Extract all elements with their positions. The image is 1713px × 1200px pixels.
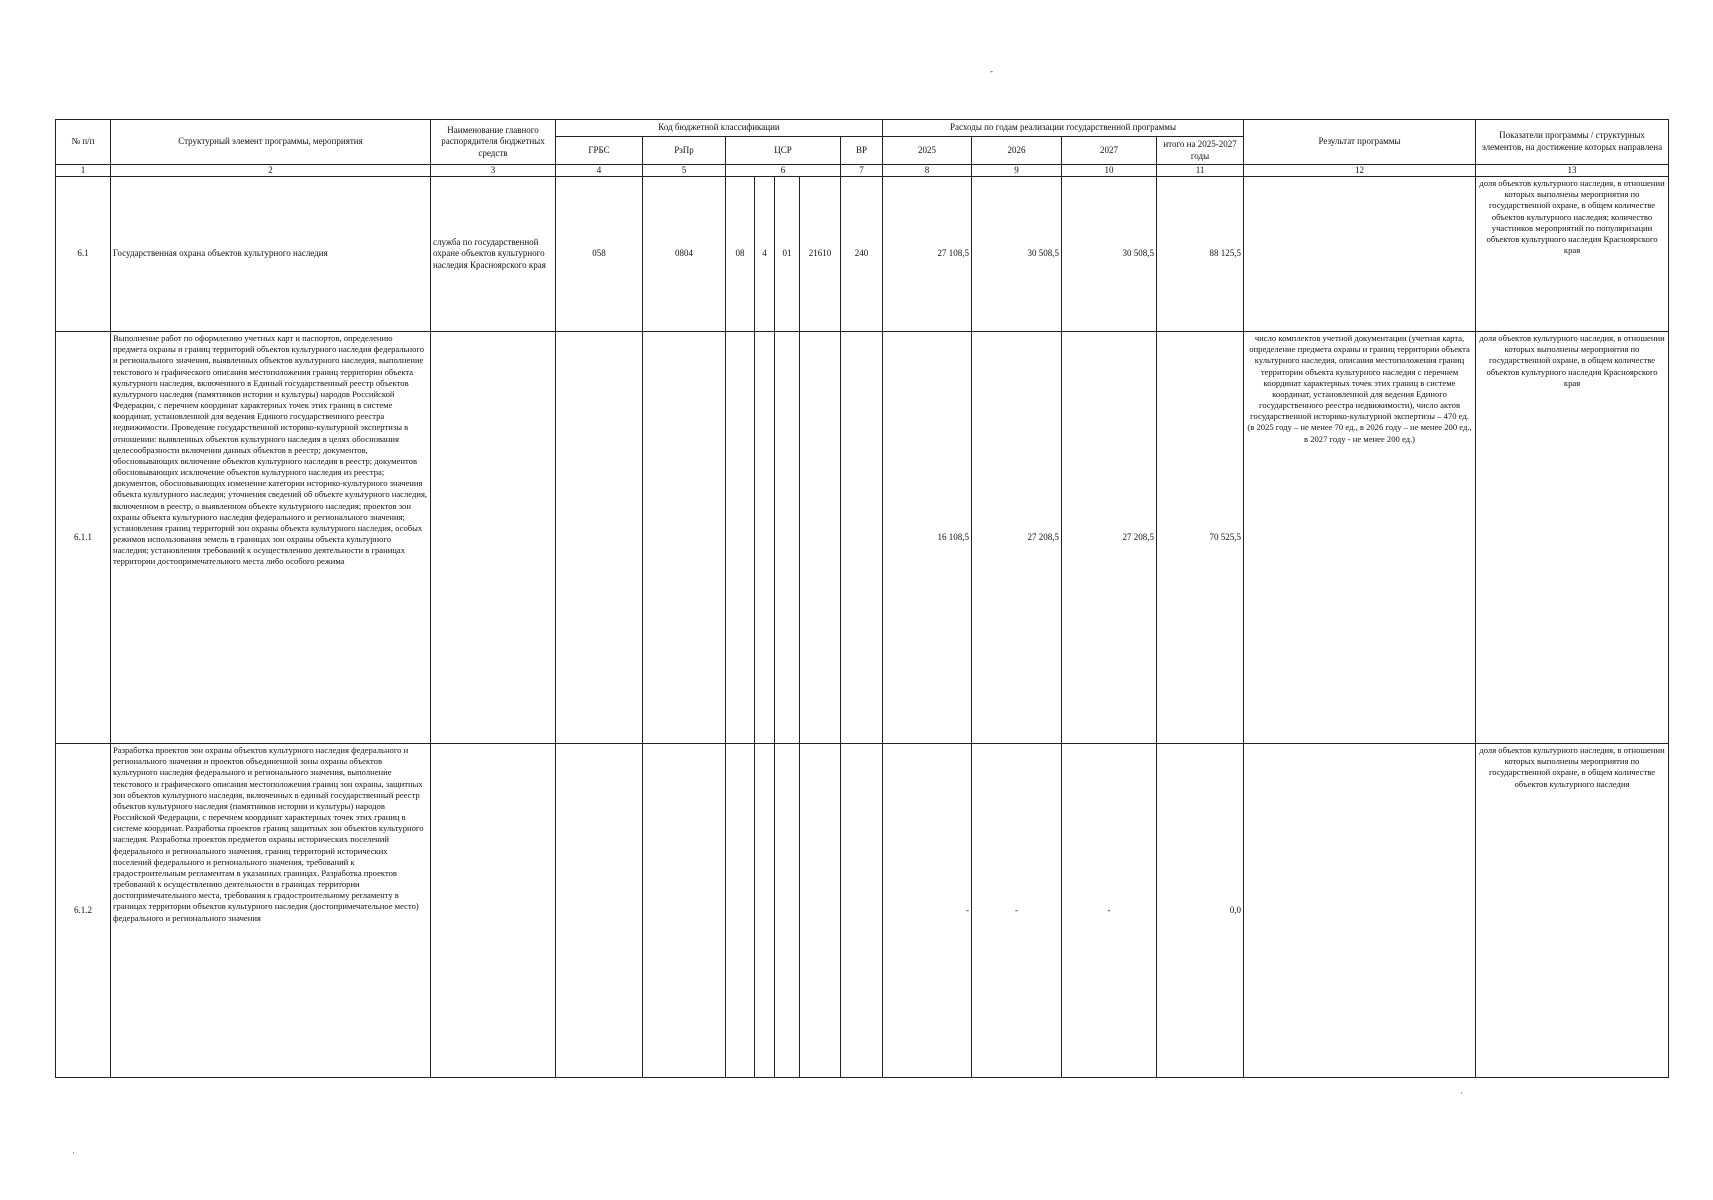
row-2025: 16 108,5 xyxy=(883,332,972,744)
row-2025: 27 108,5 xyxy=(883,177,972,332)
col-number: 7 xyxy=(841,165,883,177)
row-grbs xyxy=(556,332,643,744)
row-2027: 30 508,5 xyxy=(1062,177,1157,332)
row-csr-1 xyxy=(726,744,755,1078)
row-total: 88 125,5 xyxy=(1157,177,1244,332)
row-vr: 240 xyxy=(841,177,883,332)
header-grbs: ГРБС xyxy=(556,137,643,165)
row-vr xyxy=(841,332,883,744)
row-2026: - xyxy=(972,744,1062,1078)
row-csr-3 xyxy=(775,332,800,744)
row-csr-3: 01 xyxy=(775,177,800,332)
col-number: 5 xyxy=(643,165,726,177)
row-result xyxy=(1244,744,1476,1078)
row-2027: - xyxy=(1062,744,1157,1078)
row-grbs: 058 xyxy=(556,177,643,332)
header-rzpr: РзПр xyxy=(643,137,726,165)
row-vr xyxy=(841,744,883,1078)
row-element: Разработка проектов зон охраны объектов культурного наследия федерального и регионального значения и проектов объединенной зоны охраны объектов культурного наследия федерального и регионального значения, выполнение текстового и графического описания местоположения границ зон охраны, защитных зон объектов культурного наследия, включенных в единый государственный реестр объектов культурного наследия (памятников истории и культуры) народов Российской Федерации, с перечнем координат характерных точек этих границ в системе координат. Разработка проектов границ защитных зон объектов культурного наследия. Разработка проектов предметов охраны исторических поселений федерального и регионального значения, границ территорий исторических поселений федерального и регионального значения, требований к градостроительным регламентам в указанных границах. Разработка проектов требований к осуществлению деятельности в границах территории достопримечательного места, требования к градостроительному регламенту в границах территории объектов культурного наследия (достопримечательное место) федерального и регионального значения xyxy=(111,744,431,1078)
row-rzpr xyxy=(643,332,726,744)
col-number: 2 xyxy=(111,165,431,177)
col-number: 9 xyxy=(972,165,1062,177)
header-expenses: Расходы по годам реализации государственной программы xyxy=(883,120,1244,137)
row-manager: служба по государственной охране объектов культурного наследия Красноярского края xyxy=(431,177,556,332)
row-csr-3 xyxy=(775,744,800,1078)
col-number: 12 xyxy=(1244,165,1476,177)
row-num: 6.1.1 xyxy=(56,332,111,744)
col-number: 4 xyxy=(556,165,643,177)
header-csr: ЦСР xyxy=(726,137,841,165)
col-number: 11 xyxy=(1157,165,1244,177)
row-csr-4 xyxy=(800,332,841,744)
row-manager xyxy=(431,332,556,744)
row-2027: 27 208,5 xyxy=(1062,332,1157,744)
row-num: 6.1.2 xyxy=(56,744,111,1078)
table-row xyxy=(56,744,1669,1078)
row-result xyxy=(1244,177,1476,332)
row-csr-2 xyxy=(755,744,775,1078)
row-csr-1: 08 xyxy=(726,177,755,332)
header-year-2026: 2026 xyxy=(972,137,1062,165)
row-csr-4 xyxy=(800,744,841,1078)
row-2025: - xyxy=(883,744,972,1078)
row-csr-2: 4 xyxy=(755,177,775,332)
header-year-2025: 2025 xyxy=(883,137,972,165)
table-row xyxy=(56,332,1669,744)
row-element: Государственная охрана объектов культурного наследия xyxy=(111,177,431,332)
row-indicators: доля объектов культурного наследия, в отношении которых выполнены мероприятия по государственной охране, в общем количестве объектов культурного наследия; количество участников мероприятий по популяризации объектов культурного наследия Красноярского края xyxy=(1476,177,1669,332)
header-element: Структурный элемент программы, мероприятия xyxy=(111,120,431,165)
row-total: 70 525,5 xyxy=(1157,332,1244,744)
row-2026: 30 508,5 xyxy=(972,177,1062,332)
table-row xyxy=(56,177,1669,332)
col-number: 3 xyxy=(431,165,556,177)
header-vr: ВР xyxy=(841,137,883,165)
row-rzpr: 0804 xyxy=(643,177,726,332)
row-indicators: доля объектов культурного наследия, в отношении которых выполнены мероприятия по государственной охране, в общем количестве объектов культурного наследия Красноярского края xyxy=(1476,332,1669,744)
col-number: 10 xyxy=(1062,165,1157,177)
col-number: 6 xyxy=(726,165,841,177)
header-result: Результат программы xyxy=(1244,120,1476,165)
col-number: 13 xyxy=(1476,165,1669,177)
row-2026: 27 208,5 xyxy=(972,332,1062,744)
row-num: 6.1 xyxy=(56,177,111,332)
header-row-1 xyxy=(56,120,1669,137)
row-csr-2 xyxy=(755,332,775,744)
col-number: 1 xyxy=(56,165,111,177)
row-grbs xyxy=(556,744,643,1078)
header-total: итого на 2025-2027 годы xyxy=(1157,137,1244,165)
row-csr-4: 21610 xyxy=(800,177,841,332)
header-manager: Наименование главного распорядителя бюджетных средств xyxy=(431,120,556,165)
column-number-row xyxy=(56,165,1669,177)
row-total: 0,0 xyxy=(1157,744,1244,1078)
row-result: число комплектов учетной документации (учетная карта, определение предмета охраны и границ территории объекта культурного наследия, описания местоположения границ территории объекта культурного наследия с перечнем координат характерных точек этих границ в системе координат, установленной для ведения Единого государственного реестра недвижимости), число актов государственной историко-культурной экспертизы – 470 ед. (в 2025 году – не менее 70 ед., в 2026 году – не менее 200 ед., в 2027 году - не менее 200 ед.) xyxy=(1244,332,1476,744)
row-indicators: доля объектов культурного наследия, в отношении которых выполнены мероприятия по государственной охране, в общем количестве объектов культурного наследия xyxy=(1476,744,1669,1078)
row-rzpr xyxy=(643,744,726,1078)
scan-speck: · xyxy=(1460,1088,1463,1098)
header-kbk: Код бюджетной классификации xyxy=(556,120,883,137)
row-manager xyxy=(431,744,556,1078)
col-number: 8 xyxy=(883,165,972,177)
row-csr-1 xyxy=(726,332,755,744)
header-num: № п/п xyxy=(56,120,111,165)
header-year-2027: 2027 xyxy=(1062,137,1157,165)
program-table xyxy=(55,119,1669,1078)
scan-speck: · xyxy=(72,1148,75,1158)
scan-speck: - xyxy=(990,66,993,76)
header-indicators: Показатели программы / структурных элементов, на достижение которых направлена xyxy=(1476,120,1669,165)
row-element: Выполнение работ по оформлению учетных карт и паспортов, определению предмета охраны и границ территорий объектов культурного наследия федерального и регионального значения, выявленных объектов культурного наследия, выполнение текстового и графического описания местоположения границ территории объекта культурного наследия, включенного в Единый государственный реестр объектов культурного наследия (памятников истории и культуры) народов Российской Федерации, с перечнем координат характерных точек этих границ в системе координат, установленной для ведения Единого государственного реестра недвижимости. Проведение государственной историко-культурной экспертизы в отношении: выявленных объектов культурного наследия в целях обоснования целесообразности включения данных объектов в реестр; документов, обосновывающих включение объектов культурного наследия в реестр; документов обосновывающих исключение объектов культурного наследия из реестра; документов, обосновывающих изменение категории историко-культурного значения объекта культурного наследия; уточнения сведений об объекте культурного наследия, включенном в реестр, о выявленном объекте культурного наследия; проектов зон охраны объекта культурного наследия федерального и регионального значения; установления границ территорий зон охраны объекта культурного наследия, особых режимов использования земель в границах зон охраны объекта культурного наследия; установления требований к осуществлению деятельности в границах территории достопримечательного места либо особого режима xyxy=(111,332,431,744)
